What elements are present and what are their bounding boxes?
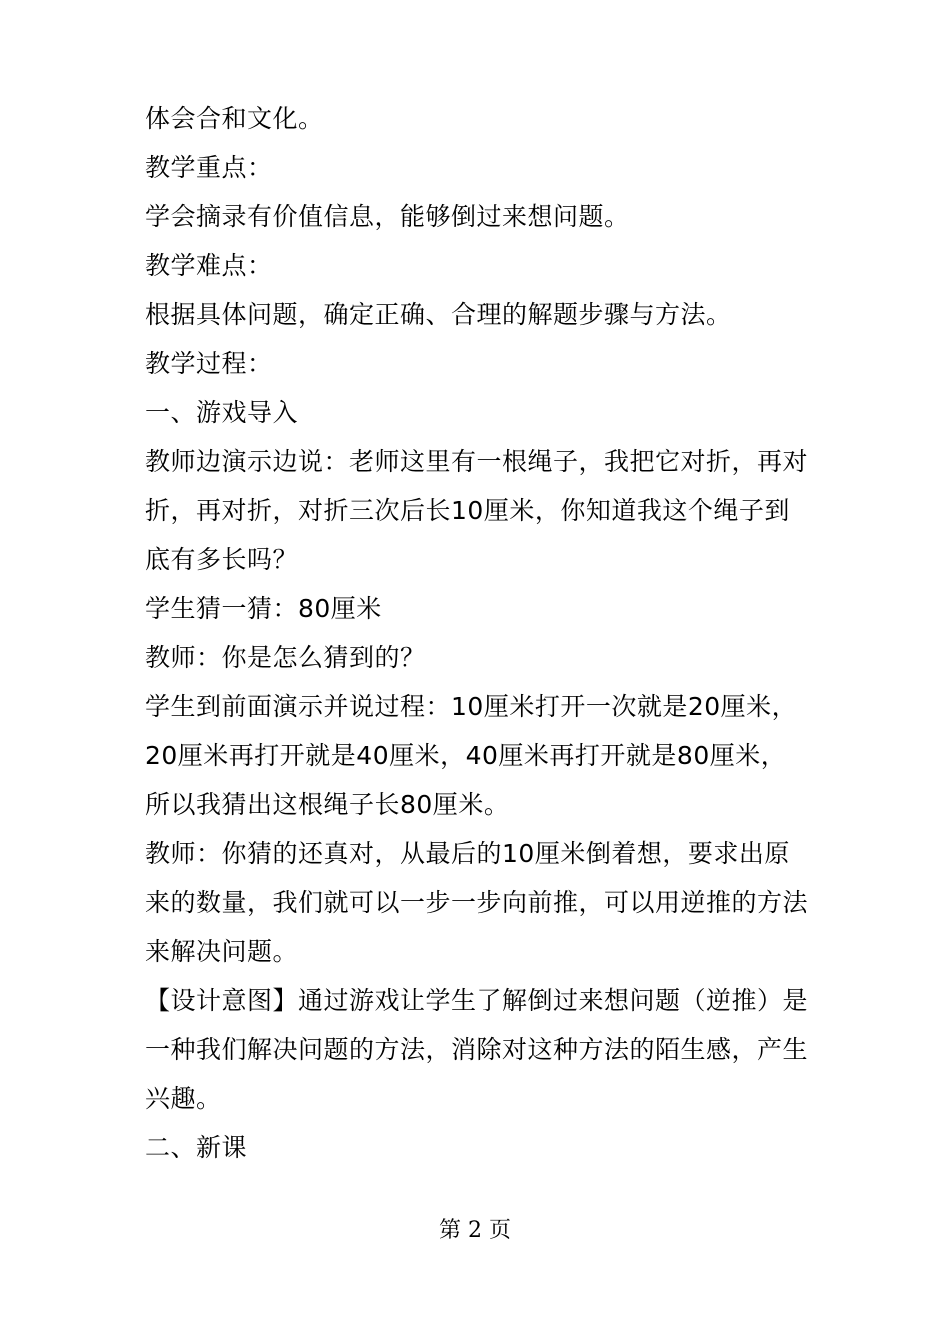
paragraph-key-points: 学会摘录有价值信息，能够倒过来想问题。 bbox=[145, 202, 630, 231]
paragraph-difficulties: 根据具体问题，确定正确、合理的解题步骤与方法。 bbox=[145, 300, 732, 329]
paragraph-student-explain: 学生到前面演示并说过程：10厘米打开一次就是20厘米，20厘米再打开就是40厘米，40厘米再打开就是80厘米，所以我猜出这根绳子长80厘米。 bbox=[145, 692, 798, 819]
paragraph-teacher-summary: 教师：你猜的还真对，从最后的10厘米倒着想，要求出原来的数量，我们就可以一步一步向前推，可以用逆推的方法来解决问题。 bbox=[145, 839, 809, 966]
section-new-lesson: 二、新课 bbox=[145, 1133, 248, 1162]
paragraph-culture: 体会合和文化。 bbox=[145, 104, 324, 133]
paragraph-student-guess: 学生猜一猜：80厘米 bbox=[145, 594, 382, 623]
paragraph-teacher-demo: 教师边演示边说：老师这里有一根绳子，我把它对折，再对折，再对折，对折三次后长10厘米，你知道我这个绳子到底有多长吗？ bbox=[145, 447, 809, 574]
page-number: 第 2 页 bbox=[439, 1218, 511, 1243]
section-game-intro: 一、游戏导入 bbox=[145, 398, 299, 427]
paragraph-teacher-question: 教师：你是怎么猜到的？ bbox=[145, 643, 426, 672]
document-body bbox=[145, 94, 810, 1172]
heading-key-points: 教学重点： bbox=[145, 153, 273, 182]
heading-difficulties: 教学难点： bbox=[145, 251, 273, 280]
heading-process: 教学过程： bbox=[145, 349, 273, 378]
paragraph-design-intent: 【设计意图】通过游戏让学生了解倒过来想问题（逆推）是一种我们解决问题的方法，消除对这种方法的陌生感，产生兴趣。 bbox=[145, 986, 809, 1113]
